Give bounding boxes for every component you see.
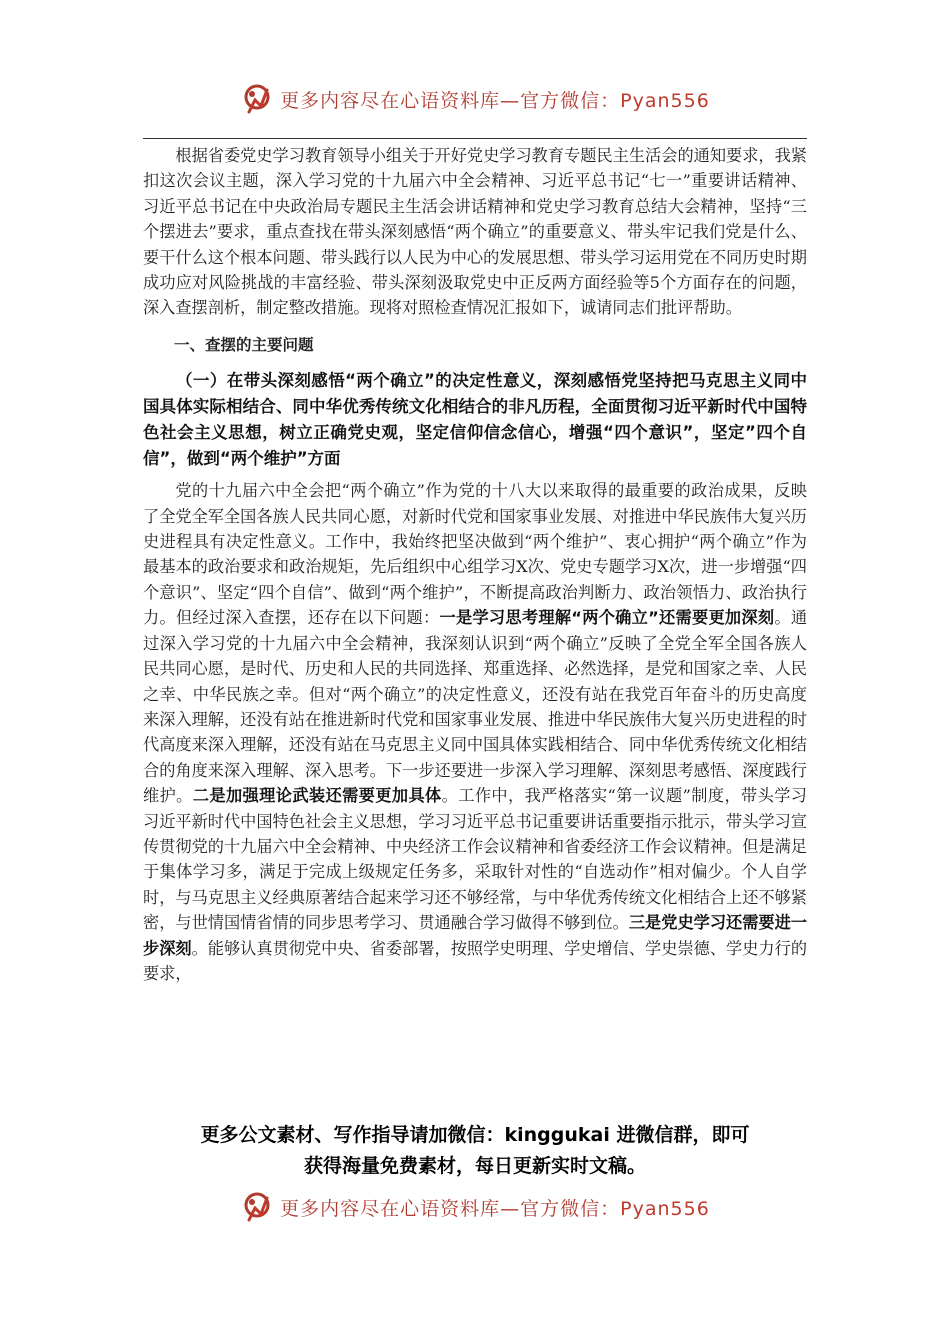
highlight-2: 二是加强理论武装还需要更加具体 [192,786,442,806]
highlight-3: 三是党史学习还需要进一步深刻 [143,913,807,958]
promo-text: 更多公文素材、写作指导请加微信：kinggukai 进微信群，即可 获得海量免费素材，每日更新实时文稿。 [200,1124,750,1177]
header-banner [0,82,950,116]
intro-paragraph: 根据省委党史学习教育领导小组关于开好党史学习教育专题民主生活会的通知要求，我紧扣这次会议主题，深入学习党的十九届六中全会精神、习近平总书记“七一”重要讲话精神、习近平总书记在中央政治局专题民主生活会讲话精神和党史学习教育总结大会精神，坚持“三个摆进去”要求，重点查找在带头深刻感悟“两个确立”的重要意义、带头牢记我们党是什么、要干什么这个根本问题、带头践行以人民为中心的发展思想、带头学习运用党在不同历史时期成功应对风险挑战的丰富经验、带头深刻汲取党史中正反两方面经验等5个方面存在的问题，深入查摆剖析，制定整改措施。现将对照检查情况汇报如下，诚请同志们批评帮助。 [143,146,807,318]
highlight-1: 一是学习思考理解“两个确立”还需要更加深刻 [439,608,775,628]
subsection-heading: （一）在带头深刻感悟“两个确立”的决定性意义，深刻感悟党坚持把马克思主义同中国具体实际相结合、同中华优秀传统文化相结合的非凡历程，全面贯彻习近平新时代中国特色社会主义思想，树立正确党史观，坚定信仰信念信心，增强“四个意识”，坚定”四个自信”，做到“两个维护”方面 [143,371,807,469]
document-body [143,143,807,986]
section-heading: 一、查摆的主要问题 [174,335,314,354]
header-rule [143,138,807,139]
logo-icon [240,82,274,116]
footer-banner [0,1190,950,1224]
banner-text: 更多内容尽在心语资料库—官方微信：Pyan556 [280,89,710,112]
banner-text: 更多内容尽在心语资料库—官方微信：Pyan556 [280,1197,710,1220]
body-paragraph: 党的十九届六中全会把“两个确立”作为党的十八大以来取得的最重要的政治成果，反映了全党全军全国各族人民共同心愿，对新时代党和国家事业发展、对推进中华民族伟大复兴历史进程具有决定性意义。工作中，我始终把坚决做到“两个维护”、衷心拥护“两个确立”作为最基本的政治要求和政治规矩，先后组织中心组学习X次、党史专题学习X次，进一步增强“四个意识”、坚定“四个自信”、做到“两个维护”，不断提高政治判断力、政治领悟力、政治执行力。但经过深入查摆，还存在以下问题：一是学习思考理解“两个确立”还需要更加深刻。通过深入学习党的十九届六中全会精神，我深刻认识到“两个确立”反映了全党全军全国各族人民共同心愿，是时代、历史和人民的共同选择、郑重选择、必然选择，是党和国家之幸、人民之幸、中华民族之幸。但对“两个确立”的决定性意义，还没有站在我党百年奋斗的历史高度来深入理解，还没有站在推进新时代党和国家事业发展、推进中华民族伟大复兴历史进程的时代高度来深入理解，还没有站在马克思主义同中国具体实践相结合、同中华优秀传统文化相结合的角度来深入理解、深入思考。下一步还要进一步深入学习理解、深刻思考感悟、深度践行维护。二是加强理论武装还需要更加具体。工作中，我严格落实“第一议题”制度，带头学习习近平新时代中国特色社会主义思想，学习习近平总书记重要讲话重要指示批示，带头学习宣传贯彻党的十九届六中全会精神、中央经济工作会议精神和省委经济工作会议精神。但是满足于集体学习多，满足于完成上级规定任务多，采取针对性的“自选动作”相对偏少。个人自学时，与马克思主义经典原著结合起来学习还不够经常，与中华优秀传统文化相结合上还不够紧密，与世情国情省情的同步思考学习、贯通融合学习做得不够到位。三是党史学习还需要进一步深刻。能够认真贯彻党中央、省委部署，按照学史明理、学史增信、学史崇德、学史力行的要求， [143,481,808,983]
logo-icon [240,1190,274,1224]
